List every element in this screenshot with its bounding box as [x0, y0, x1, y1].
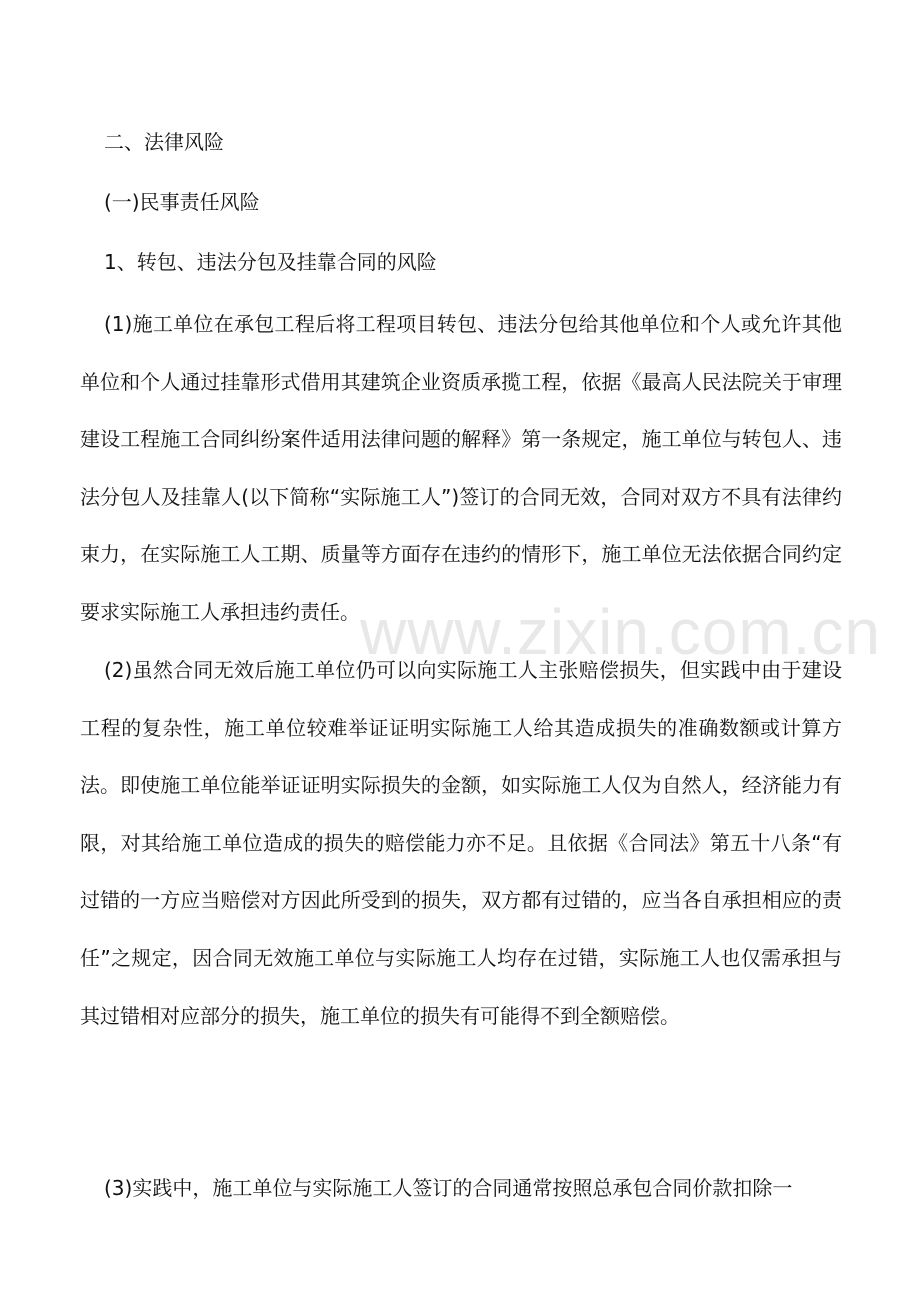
section-title: 二、法律风险: [104, 130, 224, 154]
paragraph-1: (1)施工单位在承包工程后将工程项目转包、违法分包给其他单位和个人或允许其他单位和个人通过挂靠形式借用其建筑企业资质承揽工程，依据《最高人民法院关于审理建设工程施工合同纠纷案件适用法律问题的解释》第一条规定，施工单位与转包人、违法分包人及挂靠人(以下简称“实际施工人”)签订的合同无效，合同对双方不具有法律约束力，在实际施工人工期、质量等方面存在违约的情形下，施工单位无法依据合同约定要求实际施工人承担违约责任。: [80, 312, 842, 624]
item-title: 1、转包、违法分包及挂靠合同的风险: [104, 250, 437, 274]
paragraph-3: (3)实践中，施工单位与实际施工人签订的合同通常按照总承包合同价款扣除一: [104, 1176, 793, 1200]
watermark-text: www.zixin.com.cn: [360, 596, 881, 668]
subsection-title: (一)民事责任风险: [104, 190, 260, 214]
paragraph-2: (2)虽然合同无效后施工单位仍可以向实际施工人主张赔偿损失，但实践中由于建设工程的复杂性，施工单位较难举证证明实际施工人给其造成损失的准确数额或计算方法。即使施工单位能举证证明实际损失的金额，如实际施工人仅为自然人，经济能力有限，对其给施工单位造成的损失的赔偿能力亦不足。且依据《合同法》第五十八条“有过错的一方应当赔偿对方因此所受到的损失，双方都有过错的，应当各自承担相应的责任”之规定，因合同无效施工单位与实际施工人均存在过错，实际施工人也仅需承担与其过错相对应部分的损失，施工单位的损失有可能得不到全额赔偿。: [80, 658, 842, 1028]
